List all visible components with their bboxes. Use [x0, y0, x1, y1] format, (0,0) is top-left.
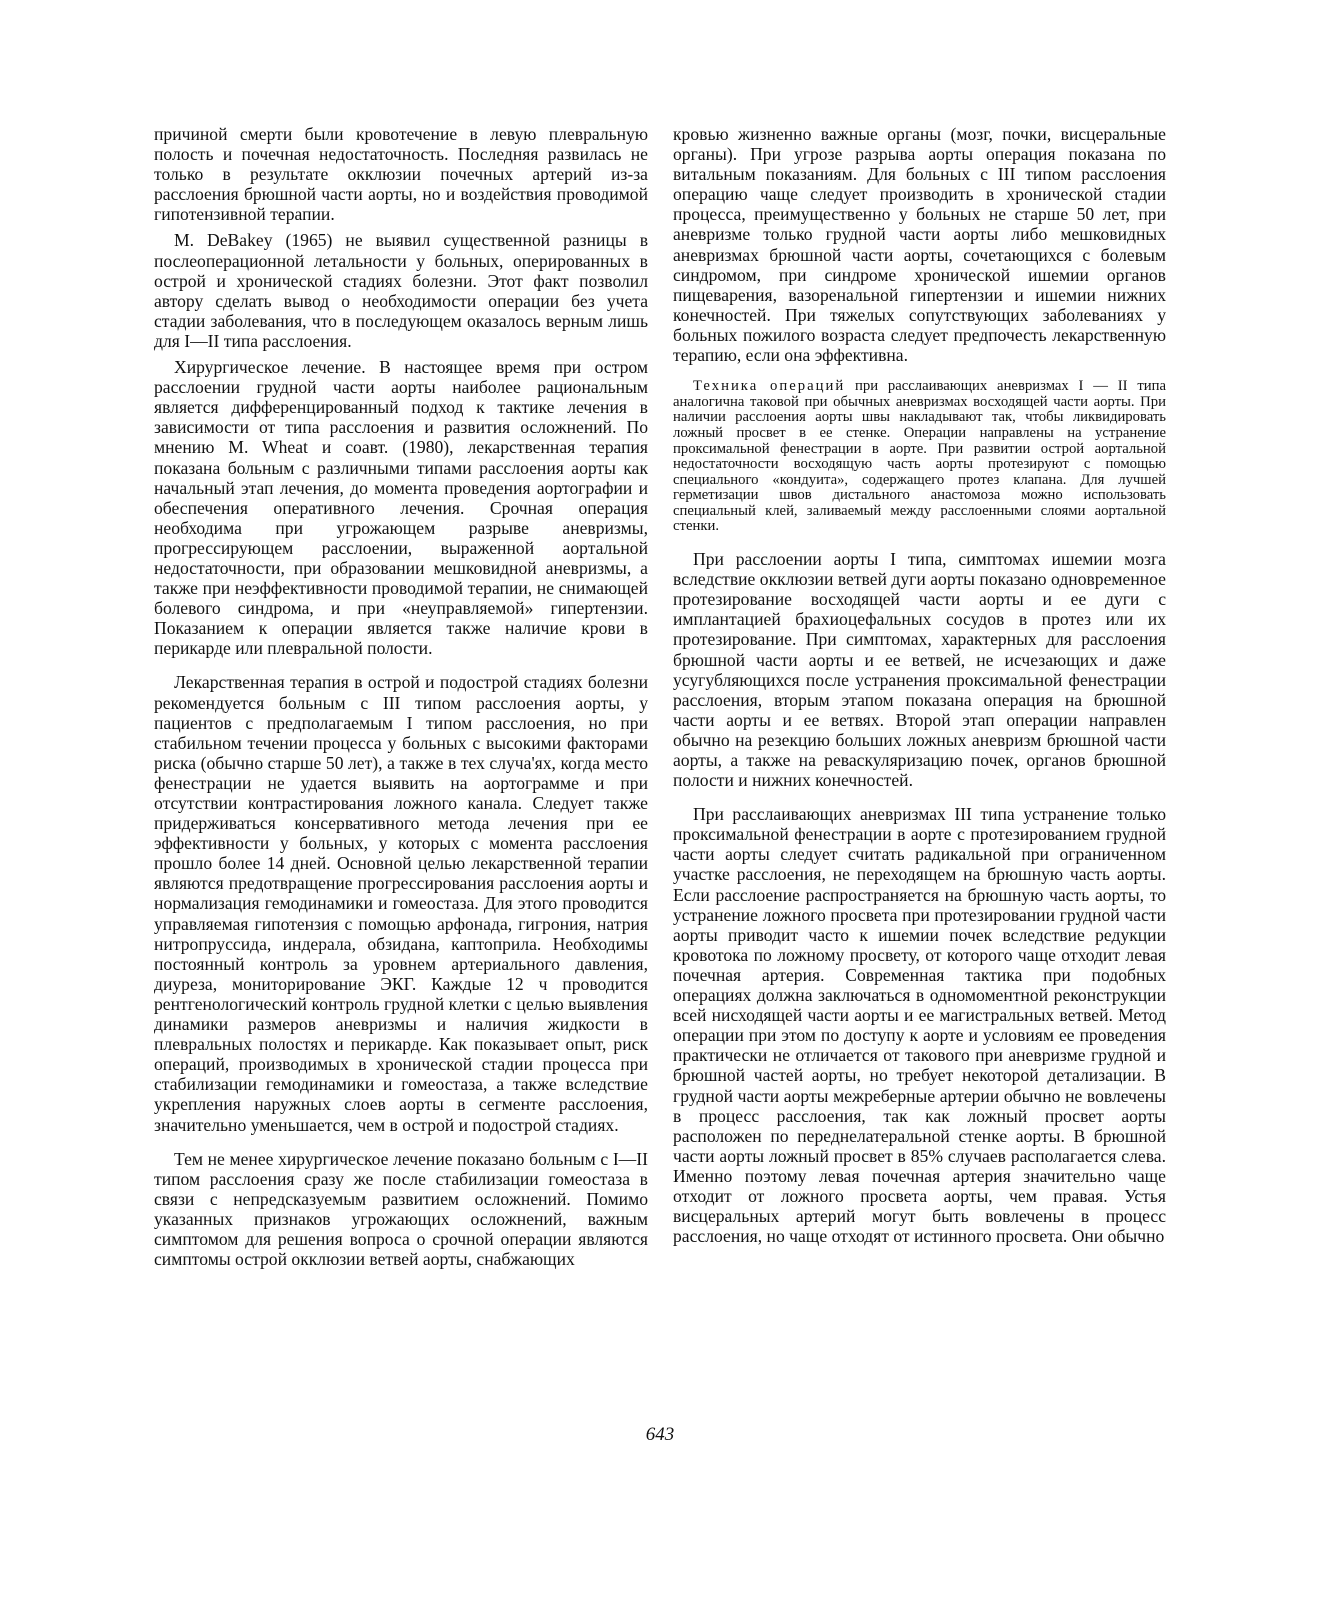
- technique-text: при расслаивающих аневризмах I — II типа аналогична таковой при обычных аневризмах восходящей части аорты. При наличии расслоения аорты швы накладывают так, чтобы ликвидировать ложный просвет в ее стенке. Операции направлены на устранение проксимальной фенестрации в аорте. При развитии острой аортальной недостаточности восходящую часть аорты протезируют с помощью специального «кондуита», содержащего протез клапана. Для лучшей герметизации швов дистального анастомоза можно использовать специальный клей, заливаемый между расслоенными слоями аортальной стенки.: [673, 378, 1166, 535]
- paragraph-right-4: При расслаивающих аневризмах III типа устранение только проксимальной фенестрации в аорте с протезированием грудной части аорты следует считать радикальной при ограниченном участке расслоения, не переходящем на брюшную часть аорты. Если расслоение распространяется на брюшную часть аорты, то устранение ложного просвета при протезировании грудной части аорты приводит часто к ишемии почек вследствие редукции кровотока по ложному просвету, от которого чаще отходит левая почечная артерия. Современная тактика при подобных операциях должна заключаться в одномоментной реконструкции всей нисходящей части аорты и ее магистральных ветвей. Метод операции при этом по доступу к аорте и условиям ее проведения практически не отличается от такового при аневризме грудной и брюшной частей аорты, но требует некоторой детализации. В грудной части аорты межреберные артерии обычно не вовлечены в процесс расслоения, так как ложный просвет аорты расположен по переднелатеральной стенке аорты. В брюшной части аорты ложный просвет в 85% случаев располагается слева. Именно поэтому левая почечная артерия значительно чаще отходит от ложного просвета аорты, чем правая. Устья висцеральных артерий могут быть вовлечены в процесс расслоения, но чаще отходят от истинного просвета. Они обычно: [673, 804, 1166, 1247]
- paragraph-left-5: Тем не менее хирургическое лечение показано больным с I—II типом расслоения сразу же после стабилизации гомеостаза в связи с непредсказуемым развитием осложнений. Помимо указанных признаков угрожающих осложнений, важным симптомом для решения вопроса о срочной операции являются симптомы острой окклюзии ветвей аорты, снабжающих: [154, 1148, 648, 1270]
- paragraph-left-4: Лекарственная терапия в острой и подострой стадиях болезни рекомендуется больным с III типом расслоения аорты, у пациентов с предполагаемым I типом расслоения, но при стабильном течении процесса у больных с высокими факторами риска (обычно старше 50 лет), а также в тех случа'ях, когда место фенестрации не удается выявить на аортограмме и при отсутствии контрастирования ложного канала. Следует также придерживаться консервативного метода лечения при ее эффективности у больных, у которых с момента расслоения прошло более 14 дней. Основной целью лекарственной терапии являются предотвращение прогрессирования расслоения аорты и нормализация гемодинамики и гомеостаза. Для этого проводится управляемая гипотензия с помощью арфонада, гигрония, натрия нитропруссида, индерала, обзидана, каптоприла. Необходимы постоянный контроль за уровнем артериального давления, диуреза, мониторирование ЭКГ. Каждые 12 ч проводится рентгенологический контроль грудной клетки с целью выявления динамики размеров аневризмы и наличия жидкости в плевральных полостях и перикарде. Как показывает опыт, риск операций, производимых в хронической стадии процесса при стабилизации гемодинамики и гомеостаза, а также вследствие укрепления наружных слоев аорты в сегменте расслоения, значительно уменьшается, чем в острой и подострой стадиях.: [154, 672, 648, 1135]
- left-column: [154, 124, 648, 1269]
- paragraph-left-1: причиной смерти были кровотечение в левую плевральную полость и почечная недостаточность. Последняя развилась не только в результате окклюзии почечных артерий из-за расслоения брюшной части аорты, но и воздействия проводимой гипотензивной терапии.: [154, 124, 648, 225]
- paragraph-left-2: M. DeBakey (1965) не выявил существенной разницы в послеоперационной летальности у больных, оперированных в острой и хронической стадиях болезни. Этот факт позволил автору сделать вывод о необходимости операции без учета стадии заболевания, что в последующем оказалось верным лишь для I—II типа расслоения.: [154, 230, 648, 351]
- paragraph-right-2-technique: [673, 379, 1166, 535]
- page-number: 643: [645, 1424, 675, 1445]
- paragraph-right-3: При расслоении аорты I типа, симптомах ишемии мозга вследствие окклюзии ветвей дуги аорты показано одновременное протезирование восходящей части аорты и ее дуги с имплантацией брахиоцефальных сосудов в протез или их протезирование. При симптомах, характерных для расслоения брюшной части аорты и ее ветвей, не исчезающих и даже усугубляющихся после устранения проксимальной фенестрации расслоения, вторым этапом показана операция на брюшной части аорты и ее ветвях. Второй этап операции направлен обычно на резекцию больших ложных аневризм брюшной части аорты, а также на реваскуляризацию почек, органов брюшной полости и нижних конечностей.: [673, 549, 1166, 791]
- right-column: [673, 124, 1166, 1246]
- paragraph-left-3: Хирургическое лечение. В настоящее время при остром расслоении грудной части аорты наиболее рациональным является дифференцированный подход к тактике лечения в зависимости от типа расслоения и развития осложнений. По мнению M. Wheat и соавт. (1980), лекарственная терапия показана больным с различными типами расслоения аорты как начальный этап лечения, до момента проведения аортографии и обеспечения оперативного лечения. Срочная операция необходима при угрожающем разрыве аневризмы, прогрессирующем расслоении, выраженной аортальной недостаточности, при образовании мешковидной аневризмы, а также при неэффективности проводимой терапии, не снимающей болевого синдрома, и при «неуправляемой» гипертензии. Показанием к операции является также наличие крови в перикарде или плевральной полости.: [154, 357, 648, 659]
- paragraph-right-1: кровью жизненно важные органы (мозг, почки, висцеральные органы). При угрозе разрыва аорты операция показана по витальным показаниям. Для больных с III типом расслоения операцию чаще следует производить в хронической стадии процесса, преимущественно у больных не старше 50 лет, при аневризме только грудной части аорты либо мешковидных аневризмах брюшной части аорты, сочетающихся с болевым синдромом, при синдроме хронической ишемии органов пищеварения, вазоренальной гипертензии и ишемии нижних конечностей. При тяжелых сопутствующих заболеваниях у больных пожилого возраста следует предпочесть лекарственную терапию, если она эффективна.: [673, 124, 1166, 366]
- technique-lead: Техника операций: [693, 378, 846, 395]
